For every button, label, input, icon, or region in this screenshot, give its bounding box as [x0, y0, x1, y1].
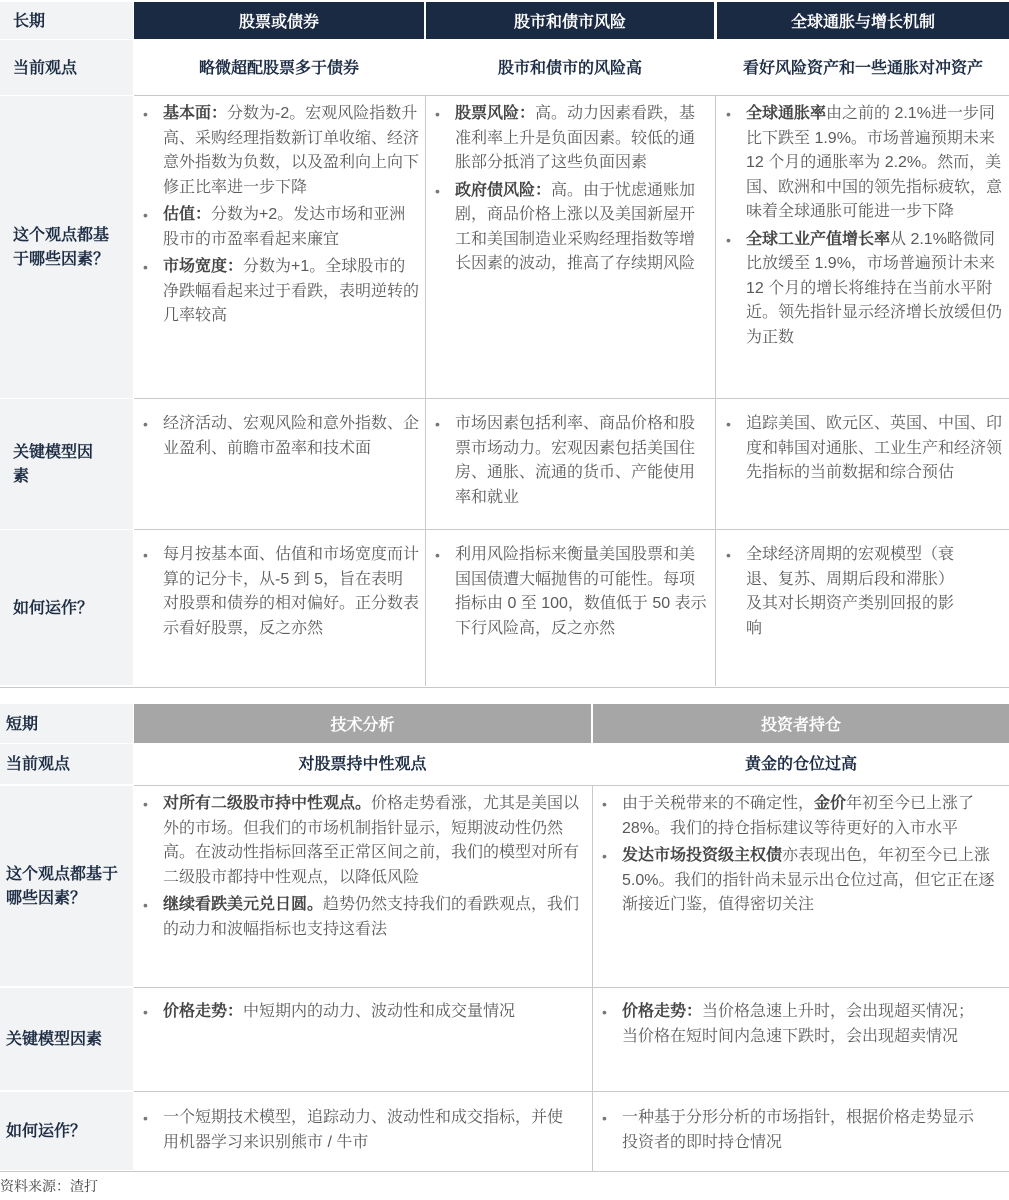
row-label-text: 这个观点都基于哪些因素？: [6, 864, 119, 907]
list-item: [720, 102, 1004, 225]
list-item: • 经济活动、宏观风险和意外指数、企业盈利、前瞻市盈率和技术面: [137, 412, 419, 461]
item-bold: 对所有二级股市持中性观点。: [163, 795, 372, 812]
list-item: [137, 792, 587, 890]
item-bold: 股票风险：: [455, 105, 536, 122]
list-item: [596, 1000, 986, 1049]
item-bold: 全球工业产值增长率: [746, 230, 891, 248]
factors-inflation-growth: [720, 102, 1004, 353]
list-item: • 每月按基本面、估值和市场宽度而计算的记分卡，从-5 到 5，旨在表明对股票和债券的相对偏好。正分数表示看好股票，反之亦然: [137, 543, 419, 641]
item-text: 高。由于忧虑通账加剧，商品价格上涨以及美国新屋开工和美国制造业采购经理指数等增长因素的波动，推高了存续期风险: [455, 181, 696, 272]
row-label-factors: [0, 786, 133, 986]
item-text: 由之前的 2.1%进一步同比下跌至 1.9%。市场普遍预期未来 12 个月的通胀率为 2.2%。然而，美国、欧洲和中国的领先指标疲软，意味着全球通胀可能进一步下降: [746, 105, 1003, 220]
list-item: • 一个短期技术模型，追踪动力、波动性和成交指标，并使用机器学习来识别熊市 / 牛市: [137, 1106, 577, 1155]
short-term-label-text: 短期: [6, 713, 39, 733]
row-label-text: 这个观点都基于哪些因素？: [13, 225, 110, 268]
short-term-label: [0, 704, 133, 743]
how-stocks-bonds: [137, 543, 419, 644]
item-text: 中短期内的动力、波动性和成交量情况: [243, 1003, 516, 1020]
list-item: • 市场因素包括利率、商品价格和股票市场动力。宏观因素包括美国住房、通胀、流通的货币、产能使用率和就业: [429, 412, 709, 510]
current-view-positioning: [593, 744, 1009, 784]
list-item: [596, 844, 996, 918]
current-view-inflation-growth: [727, 40, 999, 95]
item-text: 分数为+1。全球股市的净跌幅看起来过于看跌，表明逆转的几率较高: [163, 258, 420, 324]
current-view-market-risk: [426, 40, 714, 95]
divider: [0, 1171, 1009, 1172]
list-item: [137, 893, 587, 942]
factors-technical: [137, 792, 587, 945]
item-bold: 发达市场投资级主权债: [622, 847, 783, 864]
divider: [134, 1091, 1009, 1092]
header-text: 股票或债券: [238, 12, 319, 31]
row-label-text: 关键模型因素: [6, 1029, 103, 1048]
header-technical-analysis: [134, 704, 591, 743]
item-bold: 估值：: [163, 206, 212, 223]
list-item: • 一种基于分形分析的市场指针，根据价格走势显示投资者的即时持仓情况: [596, 1106, 986, 1155]
divider: [425, 96, 426, 686]
list-item: [429, 179, 709, 277]
divider: [715, 96, 716, 686]
source-note: 资料来源：渣打: [0, 1178, 98, 1194]
model-factors-market-risk: [429, 412, 709, 513]
item-bold: 全球通胀率: [746, 105, 827, 122]
list-item: [137, 203, 419, 252]
current-view-stocks-bonds: [134, 40, 424, 95]
model-factors-technical: [137, 1000, 587, 1028]
row-label-current-view: [0, 40, 133, 95]
item-bold: 金价: [814, 795, 847, 812]
factors-stocks-bonds: [137, 102, 419, 332]
view-text: 股市和债市的风险高: [497, 57, 642, 77]
header-market-risk: [426, 2, 714, 39]
item-bold: 政府债风险：: [455, 181, 552, 199]
header-stocks-or-bonds: [134, 2, 424, 39]
current-view-technical: [134, 744, 591, 784]
item-text: 分数为-2。宏观风险指数升高、采购经理指数新订单收缩、经济意外指数为负数，以及盈利向上向下修正比率进一步下降: [163, 105, 420, 196]
row-label-current-view: [0, 744, 133, 784]
factors-market-risk: [429, 102, 709, 280]
divider: [134, 398, 1009, 399]
divider: [134, 95, 1009, 96]
view-text: 略微超配股票多于债券: [198, 57, 359, 77]
row-label-text: 如何运作？: [13, 597, 94, 617]
row-label-text: 当前观点: [13, 57, 78, 77]
list-item: [596, 792, 996, 841]
divider: [134, 785, 1009, 786]
row-label-factors: [0, 96, 133, 398]
list-item: • 全球经济周期的宏观模型（衰退、复苏、周期后段和滞胀）及其对长期资产类别回报的影响: [720, 543, 960, 641]
list-item: • 利用风险指标来衡量美国股票和美国国债遭大幅抛售的可能性。每项指标由 0 至 100，数值低于 50 表示下行风险高，反之亦然: [429, 543, 709, 641]
how-inflation-growth: [720, 543, 960, 644]
item-bold: 基本面：: [163, 105, 228, 122]
list-item: [137, 102, 419, 200]
row-label-how: [0, 530, 133, 685]
header-text: 全球通胀与增长机制: [790, 12, 935, 31]
item-text: 亦表现出色，年初至今已上涨 5.0%。我们的指针尚未显示出仓位过高，但它正在逐渐接近门鉴，值得密切关注: [622, 847, 995, 913]
list-item: • 追踪美国、欧元区、英国、中国、印度和韩国对通胀、工业生产和经济领先指标的当前数据和综合预估: [720, 412, 1004, 486]
header-text: 投资者持仓: [760, 715, 841, 734]
list-item: [429, 102, 709, 176]
row-label-text: 当前观点: [6, 754, 71, 773]
list-item: [137, 1000, 587, 1025]
item-bold: 价格走势：: [163, 1003, 244, 1020]
view-text: 看好风险资产和一些通胀对冲资产: [742, 57, 983, 77]
header-investor-positioning: [593, 704, 1009, 743]
item-text: 当价格急速上升时，会出现超买情况；当价格在短时间内急速下跌时，会出现超卖情况: [622, 1003, 975, 1045]
row-label-text: 如何运作？: [6, 1121, 87, 1140]
how-positioning: [596, 1106, 986, 1158]
item-text: 高。动力因素看跌，基准利率上升是负面因素。较低的通胀部分抵消了这些负面因素: [455, 105, 696, 171]
model-factors-inflation-growth: [720, 412, 1004, 489]
divider: [134, 529, 1009, 530]
row-label-how: [0, 1092, 133, 1170]
item-text: 从 2.1%略微同比放缓至 1.9%，市场普遍预计未来 12 个月的增长将维持在当前水平附近。领先指针显示经济增长放缓但仍为正数: [746, 230, 1003, 346]
divider: [134, 987, 1009, 988]
row-label-model-factors: [0, 399, 133, 529]
item-text: 年初至今已上涨了 28%。我们的持仓指标建议等待更好的入市水平: [622, 795, 975, 837]
item-bold: 价格走势：: [622, 1003, 703, 1020]
factors-positioning: [596, 792, 996, 921]
view-text: 黄金的仓位过高: [744, 754, 857, 773]
divider: [0, 687, 1009, 688]
long-term-label: [0, 2, 133, 39]
divider: [592, 786, 593, 1171]
row-label-model-factors: [0, 988, 133, 1090]
long-term-label-text: 长期: [13, 10, 46, 30]
model-factors-positioning: [596, 1000, 986, 1052]
row-label-text: 关键模型因素: [13, 442, 94, 485]
list-item: [137, 255, 419, 329]
header-text: 股市和债市风险: [513, 12, 626, 31]
item-text: 由于关税带来的不确定性，: [622, 795, 815, 812]
header-inflation-growth: [717, 2, 1009, 39]
item-bold: 继续看跌美元兑日圆。: [163, 896, 324, 913]
item-text: 价格走势看涨，尤其是美国以外的市场。但我们的市场机制指针显示，短期波动性仍然高。在波动性指标回落至正常区间之前，我们的模型对所有二级股市都持中性观点，以降低风险: [163, 795, 580, 886]
list-item: [720, 228, 1004, 351]
how-market-risk: [429, 543, 709, 644]
how-technical: [137, 1106, 577, 1158]
item-text: 趋势仍然支持我们的看跌观点，我们的动力和波幅指标也支持这看法: [163, 896, 580, 938]
model-factors-stocks-bonds: [137, 412, 419, 464]
item-bold: 市场宽度：: [163, 258, 244, 275]
view-text: 对股票持中性观点: [298, 754, 427, 773]
item-text: 分数为+2。发达市场和亚洲股市的市盈率看起来廉宜: [163, 206, 406, 248]
header-text: 技术分析: [330, 715, 395, 734]
